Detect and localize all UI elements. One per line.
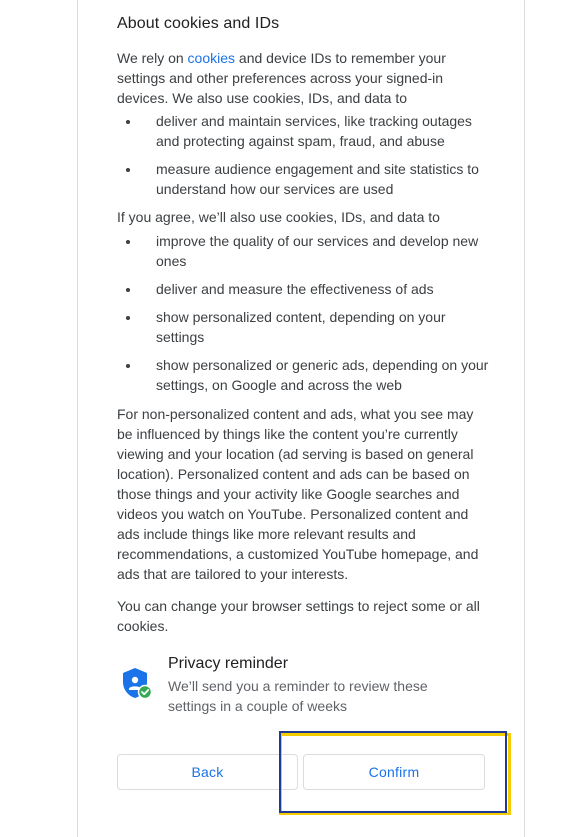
bullet-icon xyxy=(126,168,130,172)
shield-check-icon xyxy=(121,667,153,701)
bullet-icon xyxy=(126,364,130,368)
list-item-text: deliver and maintain services, like tracking outages and protecting against spam, fraud, and abuse xyxy=(156,113,472,149)
reminder-text: We’ll send you a reminder to review these settings in a couple of weeks xyxy=(168,678,428,714)
list-item-text: show personalized content, depending on your settings xyxy=(156,309,446,345)
list-item xyxy=(117,159,489,199)
bullet-icon xyxy=(126,288,130,292)
list-item xyxy=(117,231,489,271)
list-item-text: show personalized or generic ads, depending on your settings, on Google and across the web xyxy=(156,357,489,393)
intro-text-end: and device IDs to remember your settings and other preferences across your signed-in devices. We also use cookies, IDs, and data to xyxy=(117,50,446,106)
reminder-title: Privacy reminder xyxy=(168,655,289,672)
non-personalized-paragraph: For non-personalized content and ads, what you see may be influenced by things like the content you’re currently viewing and your location (ad serving is based on general location). Personalized content and ads can be based on those things and your activity like Google searches and videos you watch on YouTube. Personalized content and ads include things like more relevant results and recommendations, a customized YouTube homepage, and ads that are tailored to your interests. xyxy=(117,406,479,582)
list-item-text: deliver and measure the effectiveness of ads xyxy=(156,281,434,297)
list-item xyxy=(117,111,489,151)
back-button[interactable]: Back xyxy=(117,754,298,790)
list-item xyxy=(117,307,489,347)
intro-paragraph xyxy=(117,48,489,108)
bullet-icon xyxy=(126,240,130,244)
highlight-box-blue xyxy=(279,731,507,813)
browser-settings-paragraph: You can change your browser settings to reject some or all cookies. xyxy=(117,598,480,634)
list-item xyxy=(117,279,489,299)
list-item-text: improve the quality of our services and develop new ones xyxy=(156,233,479,269)
bullet-icon xyxy=(126,120,130,124)
list-item xyxy=(117,355,489,395)
list-item-text: measure audience engagement and site statistics to understand how our services are used xyxy=(156,161,479,197)
agree-paragraph: If you agree, we’ll also use cookies, IDs, and data to xyxy=(117,209,440,225)
agree-list xyxy=(117,231,489,403)
section-title: About cookies and IDs xyxy=(117,15,280,32)
usage-list xyxy=(117,111,489,207)
bullet-icon xyxy=(126,316,130,320)
confirm-button[interactable]: Confirm xyxy=(303,754,485,790)
cookies-link[interactable]: cookies xyxy=(187,50,236,66)
intro-text-start: We rely on xyxy=(117,50,188,66)
